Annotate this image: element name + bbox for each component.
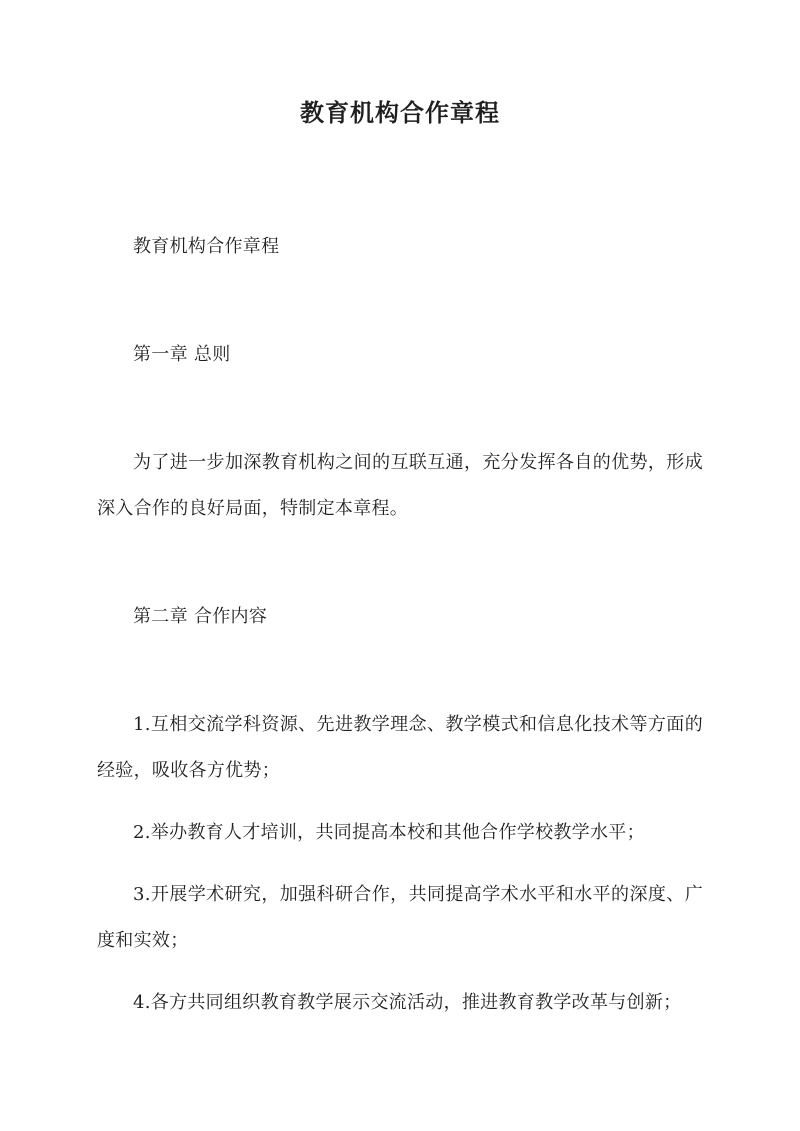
paragraph-subtitle: 教育机构合作章程 [133,236,280,257]
list-item-4: 4.各方共同组织教育教学展示交流活动，推进教育教学改革与创新； [133,992,682,1013]
paragraph-purpose: 为了进一步加深教育机构之间的互联互通，充分发挥各自的优势，形成深入合作的良好局面，特制定本章程。 [97,452,703,519]
chapter-heading-1: 第一章 总则 [133,344,231,365]
list-item-1: 1.互相交流学科资源、先进教学理念、教学模式和信息化技术等方面的经验，吸收各方优势； [97,714,703,781]
document-title: 教育机构合作章程 [300,98,500,127]
chapter-heading-2: 第二章 合作内容 [133,606,268,627]
list-item-3: 3.开展学术研究，加强科研合作，共同提高学术水平和水平的深度、广度和实效； [97,884,703,951]
list-item-2: 2.举办教育人才培训，共同提高本校和其他合作学校教学水平； [133,822,645,843]
